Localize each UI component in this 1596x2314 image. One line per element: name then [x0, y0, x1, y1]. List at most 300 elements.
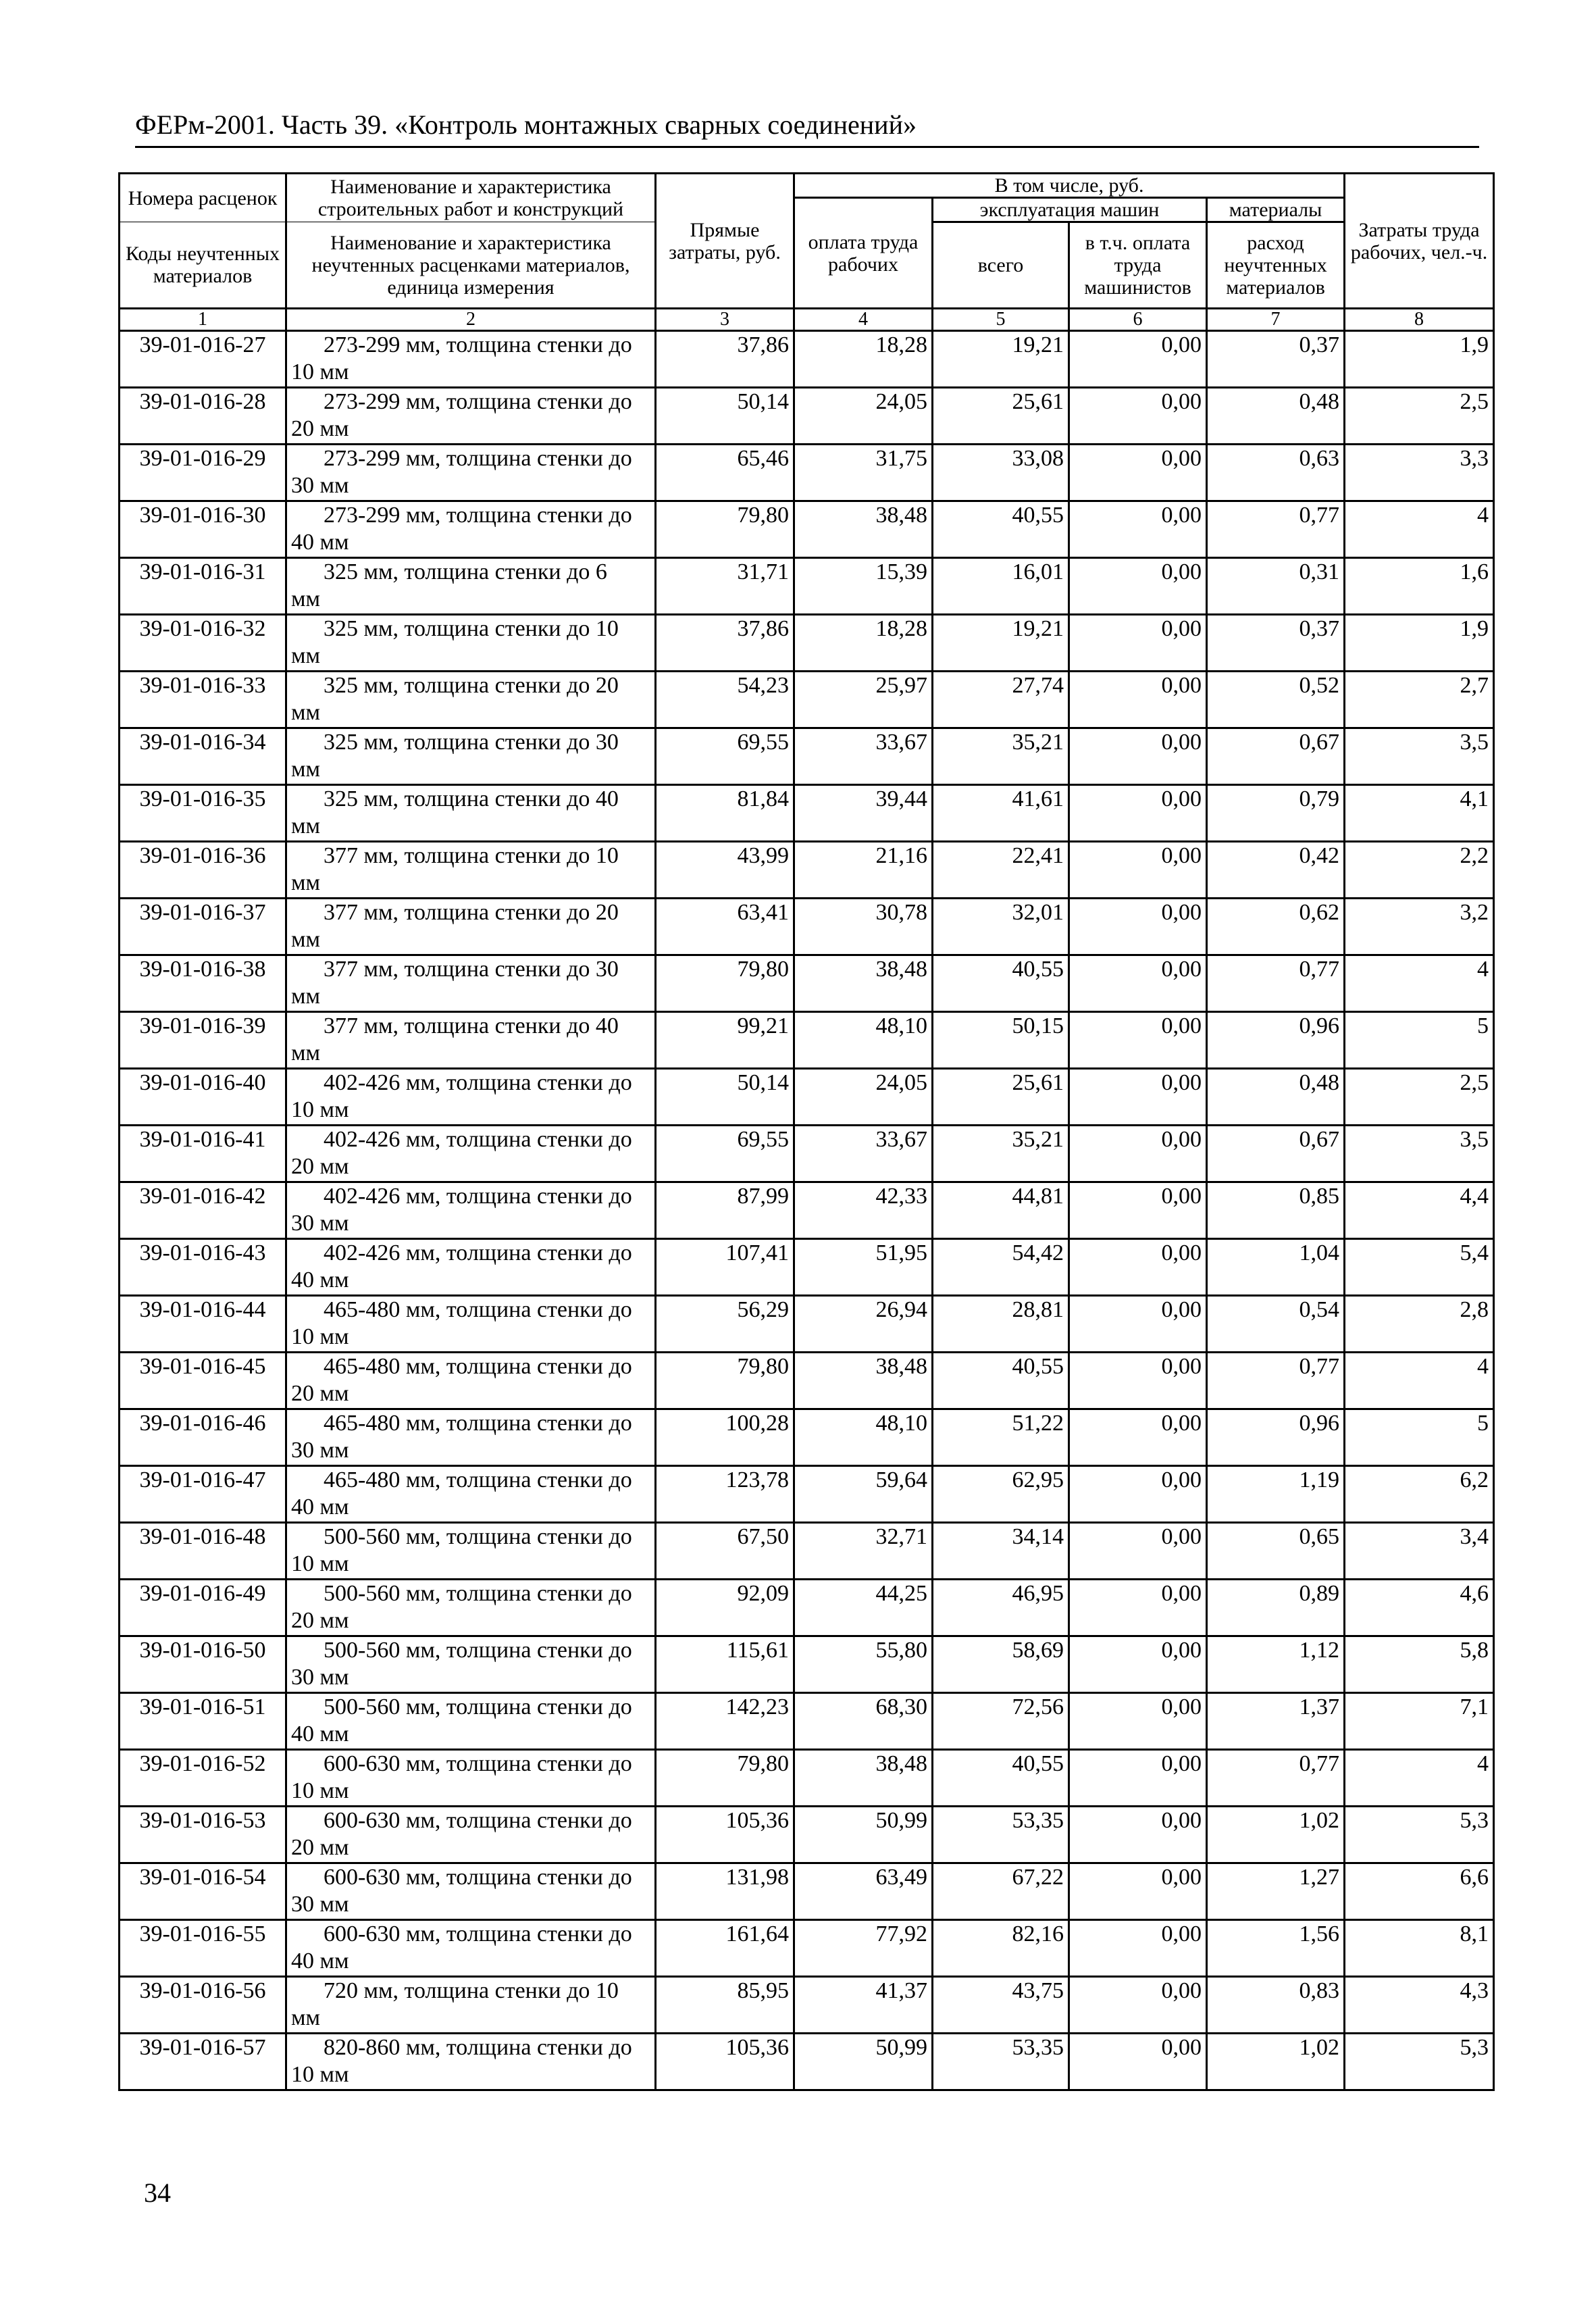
materials-cost: 0,63 — [1207, 445, 1345, 501]
labor-pay: 50,99 — [794, 1807, 933, 1863]
machines-total: 43,75 — [933, 1977, 1069, 2034]
rate-code: 39-01-016-28 — [120, 388, 286, 445]
direct-costs: 85,95 — [656, 1977, 794, 2034]
machines-total: 25,61 — [933, 388, 1069, 445]
machines-total: 16,01 — [933, 558, 1069, 615]
work-description — [286, 1920, 656, 1977]
rate-code: 39-01-016-55 — [120, 1920, 286, 1977]
machines-total: 53,35 — [933, 1807, 1069, 1863]
table-row — [120, 1239, 1494, 1296]
materials-cost: 0,83 — [1207, 1977, 1345, 2034]
rate-code: 39-01-016-52 — [120, 1750, 286, 1807]
description-line: 377 мм, толщина стенки до 40 — [324, 1013, 619, 1038]
labor-hours: 3,4 — [1345, 1523, 1494, 1580]
rate-code: 39-01-016-47 — [120, 1466, 286, 1523]
direct-costs: 79,80 — [656, 1750, 794, 1807]
work-description — [286, 1466, 656, 1523]
table-row — [120, 1920, 1494, 1977]
direct-costs: 105,36 — [656, 1807, 794, 1863]
header-unaccounted-codes: Коды неучтенных материалов — [120, 222, 286, 309]
materials-cost: 0,48 — [1207, 388, 1345, 445]
table-row — [120, 445, 1494, 501]
machines-total: 40,55 — [933, 501, 1069, 558]
direct-costs: 50,14 — [656, 388, 794, 445]
machinists-pay: 0,00 — [1069, 445, 1207, 501]
table-row — [120, 1863, 1494, 1920]
direct-costs: 100,28 — [656, 1409, 794, 1466]
description-line: 500-560 мм, толщина стенки до — [324, 1694, 632, 1719]
machinists-pay: 0,00 — [1069, 558, 1207, 615]
work-description — [286, 1239, 656, 1296]
direct-costs: 56,29 — [656, 1296, 794, 1353]
labor-hours: 6,6 — [1345, 1863, 1494, 1920]
direct-costs: 131,98 — [656, 1863, 794, 1920]
machinists-pay: 0,00 — [1069, 1296, 1207, 1353]
description-line: 402-426 мм, толщина стенки до — [324, 1127, 632, 1152]
description-line: 600-630 мм, толщина стенки до — [324, 1865, 632, 1890]
description-line: мм — [291, 2005, 321, 2030]
machinists-pay: 0,00 — [1069, 842, 1207, 899]
machines-total: 33,08 — [933, 445, 1069, 501]
labor-pay: 33,67 — [794, 1126, 933, 1182]
machinists-pay: 0,00 — [1069, 615, 1207, 672]
direct-costs: 67,50 — [656, 1523, 794, 1580]
materials-cost: 0,85 — [1207, 1182, 1345, 1239]
machines-total: 40,55 — [933, 1353, 1069, 1409]
description-line: 377 мм, толщина стенки до 20 — [324, 900, 619, 925]
labor-pay: 26,94 — [794, 1296, 933, 1353]
labor-pay: 32,71 — [794, 1523, 933, 1580]
materials-cost: 1,56 — [1207, 1920, 1345, 1977]
rate-code: 39-01-016-41 — [120, 1126, 286, 1182]
description-line: 20 мм — [291, 416, 349, 441]
rate-code: 39-01-016-56 — [120, 1977, 286, 2034]
machines-total: 67,22 — [933, 1863, 1069, 1920]
rate-code: 39-01-016-54 — [120, 1863, 286, 1920]
work-description — [286, 2034, 656, 2090]
rate-code: 39-01-016-44 — [120, 1296, 286, 1353]
labor-pay: 51,95 — [794, 1239, 933, 1296]
work-description — [286, 1182, 656, 1239]
header-labor-hours: Затраты труда рабочих, чел.-ч. — [1345, 174, 1494, 309]
labor-hours: 4 — [1345, 955, 1494, 1012]
rate-code: 39-01-016-30 — [120, 501, 286, 558]
table-row — [120, 1126, 1494, 1182]
machines-total: 40,55 — [933, 1750, 1069, 1807]
labor-pay: 44,25 — [794, 1580, 933, 1636]
work-description — [286, 445, 656, 501]
materials-cost: 0,77 — [1207, 955, 1345, 1012]
rate-code: 39-01-016-53 — [120, 1807, 286, 1863]
header-unaccounted-name: Наименование и характеристика неучтенных расценками материалов, единица измерения — [286, 222, 656, 309]
materials-cost: 0,62 — [1207, 899, 1345, 955]
column-index: 8 — [1345, 309, 1494, 331]
column-index: 2 — [286, 309, 656, 331]
machines-total: 32,01 — [933, 899, 1069, 955]
direct-costs: 123,78 — [656, 1466, 794, 1523]
machinists-pay: 0,00 — [1069, 955, 1207, 1012]
norms-table-body — [120, 331, 1494, 2090]
description-line: 600-630 мм, толщина стенки до — [324, 1921, 632, 1946]
machines-total: 35,21 — [933, 728, 1069, 785]
rate-code: 39-01-016-43 — [120, 1239, 286, 1296]
column-index: 7 — [1207, 309, 1345, 331]
description-line: 402-426 мм, толщина стенки до — [324, 1070, 632, 1095]
machinists-pay: 0,00 — [1069, 1750, 1207, 1807]
description-line: 465-480 мм, толщина стенки до — [324, 1411, 632, 1436]
column-index-row — [120, 309, 1494, 331]
labor-hours: 5,8 — [1345, 1636, 1494, 1693]
labor-hours: 4 — [1345, 1353, 1494, 1409]
labor-hours: 7,1 — [1345, 1693, 1494, 1750]
description-line: 20 мм — [291, 1835, 349, 1860]
table-row — [120, 1693, 1494, 1750]
materials-cost: 1,27 — [1207, 1863, 1345, 1920]
description-line: 325 мм, толщина стенки до 40 — [324, 786, 619, 811]
direct-costs: 99,21 — [656, 1012, 794, 1069]
description-line: 20 мм — [291, 1154, 349, 1179]
description-line: 325 мм, толщина стенки до 10 — [324, 616, 619, 641]
labor-hours: 5,4 — [1345, 1239, 1494, 1296]
machinists-pay: 0,00 — [1069, 728, 1207, 785]
machinists-pay: 0,00 — [1069, 1920, 1207, 1977]
labor-pay: 18,28 — [794, 615, 933, 672]
machinists-pay: 0,00 — [1069, 1523, 1207, 1580]
machines-total: 58,69 — [933, 1636, 1069, 1693]
direct-costs: 92,09 — [656, 1580, 794, 1636]
rate-code: 39-01-016-36 — [120, 842, 286, 899]
labor-pay: 21,16 — [794, 842, 933, 899]
description-line: 500-560 мм, толщина стенки до — [324, 1524, 632, 1549]
labor-pay: 38,48 — [794, 1353, 933, 1409]
materials-cost: 0,37 — [1207, 331, 1345, 388]
work-description — [286, 1863, 656, 1920]
rate-code: 39-01-016-29 — [120, 445, 286, 501]
machines-total: 44,81 — [933, 1182, 1069, 1239]
description-line: 500-560 мм, толщина стенки до — [324, 1581, 632, 1606]
description-line: 273-299 мм, толщина стенки до — [324, 389, 632, 414]
labor-pay: 38,48 — [794, 1750, 933, 1807]
work-description — [286, 1523, 656, 1580]
machinists-pay: 0,00 — [1069, 1693, 1207, 1750]
labor-pay: 24,05 — [794, 388, 933, 445]
materials-cost: 1,02 — [1207, 2034, 1345, 2090]
materials-cost: 0,42 — [1207, 842, 1345, 899]
rate-code: 39-01-016-32 — [120, 615, 286, 672]
machinists-pay: 0,00 — [1069, 1863, 1207, 1920]
materials-cost: 0,79 — [1207, 785, 1345, 842]
machinists-pay: 0,00 — [1069, 1409, 1207, 1466]
work-description — [286, 1012, 656, 1069]
table-row — [120, 1523, 1494, 1580]
machinists-pay: 0,00 — [1069, 1182, 1207, 1239]
header-including: В том числе, руб. — [794, 174, 1345, 198]
description-line: 600-630 мм, толщина стенки до — [324, 1751, 632, 1776]
materials-cost: 0,52 — [1207, 672, 1345, 728]
labor-hours: 2,5 — [1345, 1069, 1494, 1126]
labor-pay: 63,49 — [794, 1863, 933, 1920]
materials-cost: 0,96 — [1207, 1409, 1345, 1466]
materials-cost: 0,96 — [1207, 1012, 1345, 1069]
work-description — [286, 1353, 656, 1409]
machines-total: 25,61 — [933, 1069, 1069, 1126]
table-row — [120, 1296, 1494, 1353]
machines-total: 72,56 — [933, 1693, 1069, 1750]
machines-total: 19,21 — [933, 615, 1069, 672]
description-line: мм — [291, 984, 321, 1009]
rate-code: 39-01-016-39 — [120, 1012, 286, 1069]
description-line: 820-860 мм, толщина стенки до — [324, 2035, 632, 2060]
labor-hours: 2,2 — [1345, 842, 1494, 899]
machines-total: 53,35 — [933, 2034, 1069, 2090]
rate-code: 39-01-016-57 — [120, 2034, 286, 2090]
description-line: 40 мм — [291, 1721, 349, 1746]
header-direct-costs: Прямые затраты, руб. — [656, 174, 794, 309]
labor-pay: 30,78 — [794, 899, 933, 955]
description-line: 465-480 мм, толщина стенки до — [324, 1467, 632, 1492]
machinists-pay: 0,00 — [1069, 1239, 1207, 1296]
machinists-pay: 0,00 — [1069, 672, 1207, 728]
description-line: мм — [291, 757, 321, 782]
labor-pay: 15,39 — [794, 558, 933, 615]
header-machines: эксплуатация машин — [933, 198, 1207, 222]
table-row — [120, 1636, 1494, 1693]
description-line: мм — [291, 870, 321, 895]
description-line: 325 мм, толщина стенки до 6 — [324, 559, 607, 584]
column-index: 6 — [1069, 309, 1207, 331]
description-line: мм — [291, 700, 321, 725]
labor-pay: 42,33 — [794, 1182, 933, 1239]
table-row — [120, 1580, 1494, 1636]
labor-hours: 4,4 — [1345, 1182, 1494, 1239]
description-line: 20 мм — [291, 1381, 349, 1406]
description-line: 377 мм, толщина стенки до 30 — [324, 957, 619, 982]
labor-pay: 59,64 — [794, 1466, 933, 1523]
rate-code: 39-01-016-49 — [120, 1580, 286, 1636]
labor-hours: 4 — [1345, 1750, 1494, 1807]
machines-total: 46,95 — [933, 1580, 1069, 1636]
labor-hours: 5 — [1345, 1012, 1494, 1069]
machinists-pay: 0,00 — [1069, 1353, 1207, 1409]
table-row — [120, 558, 1494, 615]
rate-code: 39-01-016-34 — [120, 728, 286, 785]
machinists-pay: 0,00 — [1069, 1126, 1207, 1182]
column-index: 4 — [794, 309, 933, 331]
description-line: 30 мм — [291, 1665, 349, 1690]
labor-hours: 2,8 — [1345, 1296, 1494, 1353]
description-line: 325 мм, толщина стенки до 20 — [324, 673, 619, 698]
labor-hours: 4,3 — [1345, 1977, 1494, 2034]
labor-pay: 39,44 — [794, 785, 933, 842]
description-line: 402-426 мм, толщина стенки до — [324, 1240, 632, 1265]
machinists-pay: 0,00 — [1069, 2034, 1207, 2090]
labor-pay: 18,28 — [794, 331, 933, 388]
work-description — [286, 955, 656, 1012]
description-line: 40 мм — [291, 530, 349, 555]
machinists-pay: 0,00 — [1069, 1012, 1207, 1069]
materials-cost: 0,54 — [1207, 1296, 1345, 1353]
description-line: 10 мм — [291, 1097, 349, 1122]
labor-pay: 38,48 — [794, 955, 933, 1012]
work-description — [286, 501, 656, 558]
direct-costs: 81,84 — [656, 785, 794, 842]
labor-hours: 5,3 — [1345, 1807, 1494, 1863]
labor-hours: 5 — [1345, 1409, 1494, 1466]
materials-cost: 0,48 — [1207, 1069, 1345, 1126]
materials-cost: 1,04 — [1207, 1239, 1345, 1296]
labor-hours: 6,2 — [1345, 1466, 1494, 1523]
materials-cost: 0,77 — [1207, 1353, 1345, 1409]
direct-costs: 79,80 — [656, 1353, 794, 1409]
labor-pay: 77,92 — [794, 1920, 933, 1977]
rate-code: 39-01-016-45 — [120, 1353, 286, 1409]
materials-cost: 1,19 — [1207, 1466, 1345, 1523]
description-line: 600-630 мм, толщина стенки до — [324, 1808, 632, 1833]
rate-code: 39-01-016-33 — [120, 672, 286, 728]
description-line: 20 мм — [291, 1608, 349, 1633]
rate-code: 39-01-016-35 — [120, 785, 286, 842]
description-line: 465-480 мм, толщина стенки до — [324, 1354, 632, 1379]
table-row — [120, 1409, 1494, 1466]
machines-total: 27,74 — [933, 672, 1069, 728]
machinists-pay: 0,00 — [1069, 899, 1207, 955]
labor-hours: 2,7 — [1345, 672, 1494, 728]
direct-costs: 87,99 — [656, 1182, 794, 1239]
rate-code: 39-01-016-42 — [120, 1182, 286, 1239]
machines-total: 82,16 — [933, 1920, 1069, 1977]
machinists-pay: 0,00 — [1069, 1069, 1207, 1126]
labor-pay: 33,67 — [794, 728, 933, 785]
description-line: 40 мм — [291, 1948, 349, 1973]
labor-hours: 3,5 — [1345, 1126, 1494, 1182]
labor-hours: 4,6 — [1345, 1580, 1494, 1636]
materials-cost: 0,37 — [1207, 615, 1345, 672]
rate-code: 39-01-016-48 — [120, 1523, 286, 1580]
work-description — [286, 1069, 656, 1126]
direct-costs: 69,55 — [656, 1126, 794, 1182]
rate-code: 39-01-016-51 — [120, 1693, 286, 1750]
direct-costs: 31,71 — [656, 558, 794, 615]
machines-total: 40,55 — [933, 955, 1069, 1012]
table-row — [120, 672, 1494, 728]
machines-total: 22,41 — [933, 842, 1069, 899]
machinists-pay: 0,00 — [1069, 1580, 1207, 1636]
work-description — [286, 728, 656, 785]
table-row — [120, 1069, 1494, 1126]
labor-pay: 25,97 — [794, 672, 933, 728]
work-description — [286, 1750, 656, 1807]
machines-total: 51,22 — [933, 1409, 1069, 1466]
running-header: ФЕРм-2001. Часть 39. «Контроль монтажных сварных соединений» — [135, 108, 1479, 148]
labor-hours: 5,3 — [1345, 2034, 1494, 2090]
materials-cost: 1,12 — [1207, 1636, 1345, 1693]
table-row — [120, 1182, 1494, 1239]
work-description — [286, 785, 656, 842]
work-description — [286, 842, 656, 899]
table-row — [120, 1807, 1494, 1863]
labor-pay: 24,05 — [794, 1069, 933, 1126]
table-row — [120, 899, 1494, 955]
labor-hours: 3,3 — [1345, 445, 1494, 501]
header-machines-total: всего — [933, 222, 1069, 309]
machines-total: 34,14 — [933, 1523, 1069, 1580]
machinists-pay: 0,00 — [1069, 1636, 1207, 1693]
labor-pay: 31,75 — [794, 445, 933, 501]
labor-hours: 8,1 — [1345, 1920, 1494, 1977]
rate-code: 39-01-016-40 — [120, 1069, 286, 1126]
machinists-pay: 0,00 — [1069, 1977, 1207, 2034]
table-row — [120, 1466, 1494, 1523]
labor-pay: 38,48 — [794, 501, 933, 558]
table-row — [120, 842, 1494, 899]
description-line: 10 мм — [291, 359, 349, 384]
labor-hours: 1,9 — [1345, 615, 1494, 672]
materials-cost: 0,67 — [1207, 1126, 1345, 1182]
labor-hours: 4 — [1345, 501, 1494, 558]
work-description — [286, 388, 656, 445]
materials-cost: 0,77 — [1207, 501, 1345, 558]
header-name: Наименование и характеристика строительных работ и конструкций — [286, 174, 656, 222]
work-description — [286, 1296, 656, 1353]
table-row — [120, 1012, 1494, 1069]
page-number: 34 — [144, 2178, 171, 2208]
table-row — [120, 501, 1494, 558]
table-row — [120, 615, 1494, 672]
direct-costs: 142,23 — [656, 1693, 794, 1750]
description-line: 10 мм — [291, 1778, 349, 1803]
direct-costs: 79,80 — [656, 501, 794, 558]
header-codes: Номера расценок — [120, 174, 286, 222]
machines-total: 54,42 — [933, 1239, 1069, 1296]
work-description — [286, 1126, 656, 1182]
rate-code: 39-01-016-46 — [120, 1409, 286, 1466]
labor-pay: 48,10 — [794, 1409, 933, 1466]
description-line: 10 мм — [291, 1551, 349, 1576]
column-index: 5 — [933, 309, 1069, 331]
machinists-pay: 0,00 — [1069, 388, 1207, 445]
description-line: 377 мм, толщина стенки до 10 — [324, 843, 619, 868]
rate-code: 39-01-016-37 — [120, 899, 286, 955]
rate-code: 39-01-016-50 — [120, 1636, 286, 1693]
direct-costs: 50,14 — [656, 1069, 794, 1126]
direct-costs: 161,64 — [656, 1920, 794, 1977]
materials-cost: 0,31 — [1207, 558, 1345, 615]
header-materials: материалы — [1207, 198, 1345, 222]
description-line: 30 мм — [291, 1438, 349, 1463]
direct-costs: 37,86 — [656, 331, 794, 388]
description-line: 273-299 мм, толщина стенки до — [324, 503, 632, 528]
machinists-pay: 0,00 — [1069, 1807, 1207, 1863]
description-line: 30 мм — [291, 1211, 349, 1236]
header-labor-pay: оплата труда рабочих — [794, 198, 933, 309]
column-index: 3 — [656, 309, 794, 331]
description-line: 500-560 мм, толщина стенки до — [324, 1638, 632, 1663]
table-row — [120, 785, 1494, 842]
description-line: 40 мм — [291, 1494, 349, 1519]
column-index: 1 — [120, 309, 286, 331]
work-description — [286, 1807, 656, 1863]
machinists-pay: 0,00 — [1069, 785, 1207, 842]
table-row — [120, 331, 1494, 388]
work-description — [286, 558, 656, 615]
description-line: мм — [291, 586, 321, 611]
description-line: мм — [291, 643, 321, 668]
norms-table — [118, 172, 1495, 2091]
machines-total: 50,15 — [933, 1012, 1069, 1069]
description-line: 273-299 мм, толщина стенки до — [324, 446, 632, 471]
work-description — [286, 1636, 656, 1693]
labor-hours: 1,6 — [1345, 558, 1494, 615]
